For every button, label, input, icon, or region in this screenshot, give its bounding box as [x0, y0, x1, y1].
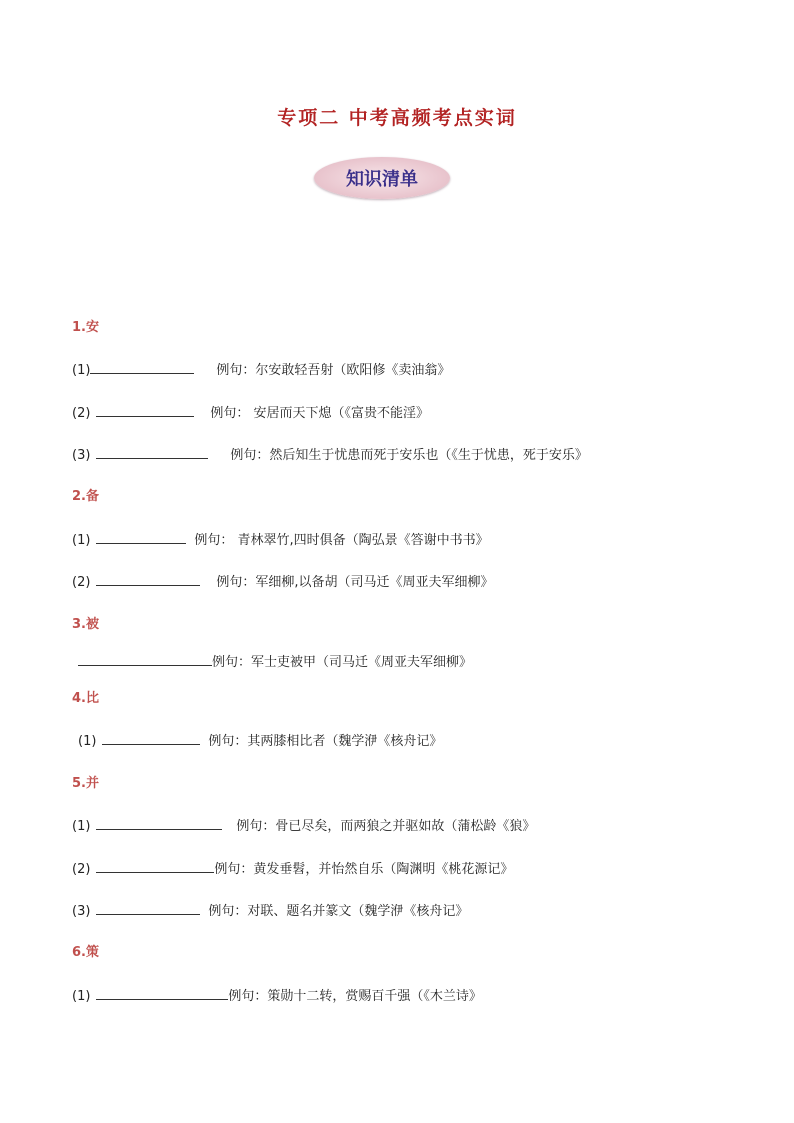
example-sentence: 例句： 青林翠竹,四时俱备（陶弘景《答谢中书书》: [194, 533, 489, 548]
item-number: (3): [72, 904, 91, 919]
example-sentence: 例句：骨已尽矣，而两狼之并驱如故（蒲松龄《狼》: [236, 819, 536, 834]
entry-item: [78, 653, 472, 672]
entry-item: [72, 860, 513, 879]
answer-blank[interactable]: [96, 860, 214, 873]
item-number: (1): [72, 363, 91, 378]
answer-blank[interactable]: [96, 573, 200, 586]
entry-heading: 3.被: [72, 617, 99, 632]
answer-blank[interactable]: [96, 987, 228, 1000]
entry-item: [72, 361, 450, 380]
entry-heading: 2.备: [72, 489, 99, 504]
answer-blank[interactable]: [96, 446, 208, 459]
example-sentence: 例句：然后知生于忧患而死于安乐也（《生于忧患，死于安乐》: [230, 448, 588, 463]
section-badge: [314, 157, 450, 199]
example-sentence: 例句：尔安敢轻吾射（欧阳修《卖油翁》: [216, 363, 451, 378]
entry-item: [72, 446, 588, 465]
entry-item: [72, 987, 482, 1006]
example-sentence: 例句：军细柳,以备胡（司马迁《周亚夫军细柳》: [216, 575, 494, 590]
item-number: (2): [72, 406, 91, 421]
answer-blank[interactable]: [96, 531, 186, 544]
item-number: (1): [72, 819, 91, 834]
entry-item: [72, 531, 489, 550]
example-sentence: 例句：对联、题名并篆文（魏学洢《核舟记》: [208, 904, 469, 919]
badge-label: 知识清单: [346, 169, 418, 190]
answer-blank[interactable]: [90, 361, 194, 374]
entry-item: [78, 732, 442, 751]
example-sentence: 例句： 安居而天下熄（《富贵不能淫》: [210, 406, 430, 421]
entry-heading: 5.并: [72, 776, 99, 791]
entry-item: [72, 817, 535, 836]
example-sentence: 例句：策勋十二转，赏赐百千强（《木兰诗》: [228, 989, 482, 1004]
item-number: (1): [72, 533, 91, 548]
answer-blank[interactable]: [102, 732, 200, 745]
entry-item: [72, 902, 468, 921]
entry-item: [72, 404, 429, 423]
entry-item: [72, 573, 494, 592]
entry-heading: 6.策: [72, 945, 99, 960]
answer-blank[interactable]: [96, 817, 222, 830]
example-sentence: 例句：军士吏被甲（司马迁《周亚夫军细柳》: [212, 655, 473, 670]
entry-heading: 1.安: [72, 320, 99, 335]
answer-blank[interactable]: [78, 653, 212, 666]
entry-heading: 4.比: [72, 691, 99, 706]
example-sentence: 例句：其两膝相比者（魏学洢《核舟记》: [208, 734, 443, 749]
item-number: (2): [72, 575, 91, 590]
page-title: 专项二 中考高频考点实词: [277, 107, 517, 129]
example-sentence: 例句：黄发垂髫，并怡然自乐（陶渊明《桃花源记》: [214, 862, 514, 877]
answer-blank[interactable]: [96, 404, 194, 417]
answer-blank[interactable]: [96, 902, 200, 915]
item-number: (3): [72, 448, 91, 463]
item-number: (2): [72, 862, 91, 877]
item-number: (1): [78, 734, 97, 749]
item-number: (1): [72, 989, 91, 1004]
